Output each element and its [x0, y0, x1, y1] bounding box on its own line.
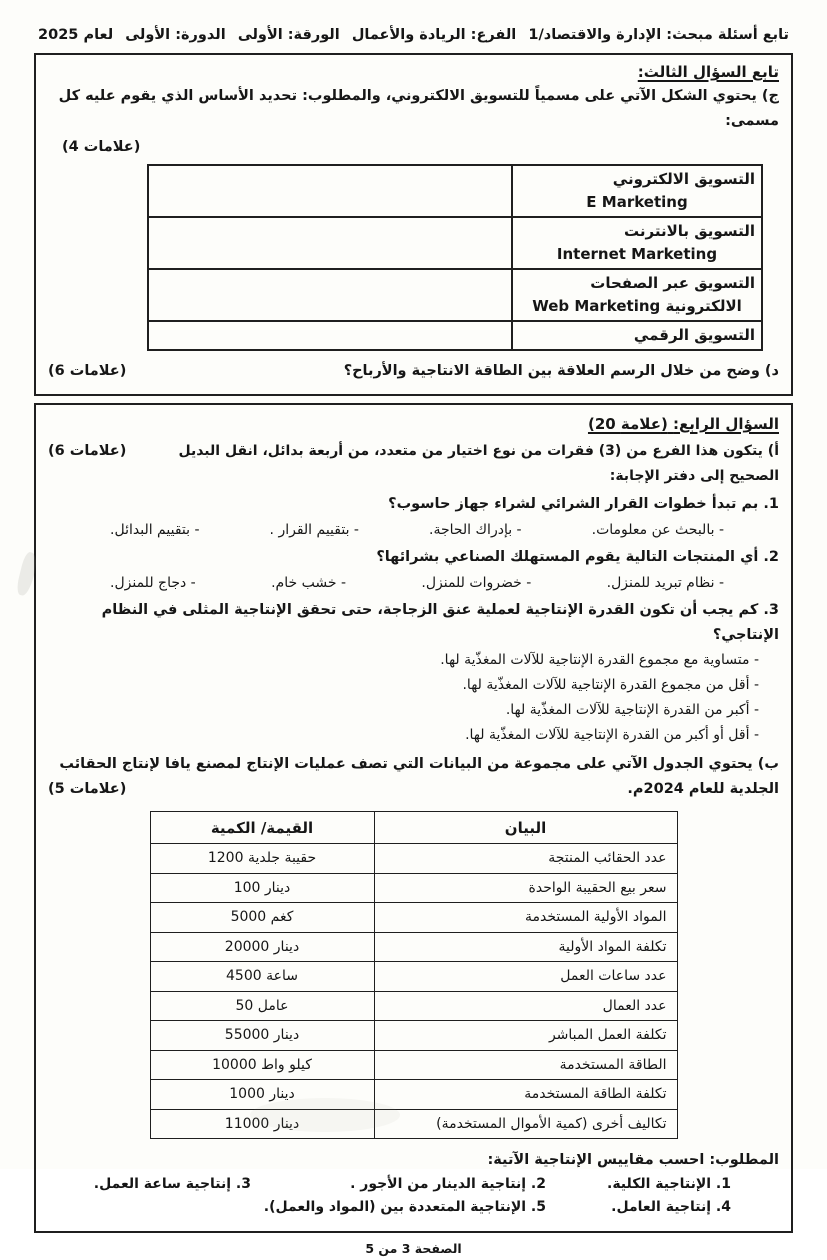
data-value: 5000 كغم [150, 903, 374, 933]
question4-part-b-line2: الجلدية للعام 2024م. [627, 781, 779, 797]
mcq-option: - خضروات للمنزل. [421, 575, 532, 591]
table-row [150, 1050, 677, 1080]
data-label: المواد الأولية المستخدمة [374, 903, 677, 933]
marketing-types-table [147, 164, 763, 351]
column-header-label: البيان [374, 812, 677, 844]
mcq-option: - بالبحث عن معلومات. [591, 522, 724, 538]
column-header-value: القيمة/ الكمية [150, 812, 374, 844]
required-items-row2 [48, 1196, 779, 1219]
marketing-label-cell [512, 217, 762, 269]
header-session: الدورة: الأولى [125, 27, 226, 43]
required-item: 3. إنتاجية ساعة العمل. [93, 1176, 251, 1192]
marketing-label-cell [512, 165, 762, 217]
question3-part-c-text: ج) يحتوي الشكل الآتي على مسمياً للتسويق الالكتروني، والمطلوب: تحديد الأساس الذي يقوم عليه كل مسمى: [58, 88, 779, 129]
page-header [34, 24, 793, 46]
required-item: 5. الإنتاجية المتعددة بين (المواد والعمل). [263, 1199, 546, 1215]
mcq3-question: 3. كم يجب أن تكون القدرة الإنتاجية لعملية عنق الزجاجة، حتى تحقق الإنتاجية المثلى في النظام الإنتاجي؟ [101, 602, 779, 643]
question4-title: السؤال الرابع: (20 علامة) [587, 415, 779, 433]
answer-blank-cell [148, 217, 512, 269]
header-paper: الورقة: الأولى [237, 27, 340, 43]
question4-part-b-line1: ب) يحتوي الجدول الآتي على مجموعة من البيانات التي تصف عمليات الإنتاج لمصنع يافا لإنتاج الحقائب [59, 756, 779, 772]
marketing-name-ar: التسويق بالانترنت [624, 222, 755, 240]
answer-blank-cell [148, 165, 512, 217]
answer-blank-cell [148, 321, 512, 350]
marks-badge: (20 علامة) [587, 415, 668, 433]
mcq2-question: 2. أي المنتجات التالية يقوم المستهلك الصناعي بشرائها؟ [376, 549, 779, 565]
mcq1-options [48, 517, 779, 542]
mcq-option: - أقل من مجموع القدرة الإنتاجية للآلات المغذّية لها. [462, 677, 759, 693]
marketing-name-en: الالكترونية Web Marketing [532, 297, 742, 315]
table-row [150, 873, 677, 903]
table-row [150, 1021, 677, 1051]
mcq-option: - أقل أو أكبر من القدرة الإنتاجية للآلات المغذّية لها. [465, 727, 759, 743]
marketing-label-cell [512, 269, 762, 321]
marketing-label-cell [512, 321, 762, 350]
mcq-option: - بتقييم البدائل. [110, 522, 200, 538]
answer-blank-cell [148, 269, 512, 321]
marks-badge: (5 علامات) [48, 781, 127, 797]
table-row [150, 903, 677, 933]
required-item: 2. إنتاجية الدينار من الأجور . [350, 1176, 546, 1192]
data-value: 4500 ساعة [150, 962, 374, 992]
marks-badge: (6 علامات) [48, 443, 127, 459]
data-value: 100 دينار [150, 873, 374, 903]
marketing-name-ar: التسويق عبر الصفحات [590, 274, 755, 292]
header-year: لعام 2025 [38, 27, 114, 43]
data-value: 11000 دينار [150, 1109, 374, 1139]
data-label: تكاليف أخرى (كمية الأموال المستخدمة) [374, 1109, 677, 1139]
question3-title: تابع السؤال الثالث: [637, 63, 779, 81]
data-value: 20000 دينار [150, 932, 374, 962]
table-row [150, 962, 677, 992]
mcq-option: - نظام تبريد للمنزل. [606, 575, 724, 591]
data-label: سعر بيع الحقيبة الواحدة [374, 873, 677, 903]
data-value: 1000 دينار [150, 1080, 374, 1110]
table-row [150, 844, 677, 874]
marketing-name-en: Internet Marketing [556, 245, 718, 263]
header-branch: الفرع: الريادة والأعمال [351, 27, 517, 43]
marketing-name-en: E Marketing [586, 193, 688, 211]
table-row [150, 991, 677, 1021]
mcq-option: - أكبر من القدرة الإنتاجية للآلات المغذّية لها. [505, 702, 759, 718]
data-value: 1200 حقيبة جلدية [150, 844, 374, 874]
data-label: تكلفة المواد الأولية [374, 932, 677, 962]
mcq-option: - بتقييم القرار . [269, 522, 359, 538]
mcq-option: - خشب خام. [271, 575, 346, 591]
data-value: 10000 كيلو واط [150, 1050, 374, 1080]
data-label: عدد العمال [374, 991, 677, 1021]
table-row [150, 1080, 677, 1110]
mcq3-options [48, 648, 779, 748]
marketing-name-ar: التسويق الرقمي [633, 326, 755, 344]
table-row [148, 217, 762, 269]
table-row [150, 1109, 677, 1139]
marks-badge: (4 علامات) [62, 139, 141, 155]
data-value: 50 عامل [150, 991, 374, 1021]
table-header-row [150, 812, 677, 844]
table-row [148, 269, 762, 321]
mcq1-question: 1. بم تبدأ خطوات القرار الشرائي لشراء جهاز حاسوب؟ [388, 496, 779, 512]
table-row [150, 932, 677, 962]
data-value: 55000 دينار [150, 1021, 374, 1051]
data-label: عدد ساعات العمل [374, 962, 677, 992]
question3-part-d-text: د) وضح من خلال الرسم العلاقة بين الطاقة الانتاجية والأرباح؟ [343, 363, 779, 379]
required-item: 4. إنتاجية العامل. [611, 1199, 731, 1215]
required-title: المطلوب: احسب مقاييس الإنتاجية الآتية: [487, 1152, 779, 1168]
page-number: الصفحة 3 من 5 [365, 1241, 462, 1256]
question4-section [34, 403, 793, 1233]
marks-badge: (6 علامات) [48, 363, 127, 379]
data-label: تكلفة العمل المباشر [374, 1021, 677, 1051]
question3-part-c-marks-line [48, 134, 779, 159]
header-course: تابع أسئلة مبحث: الإدارة والاقتصاد/1 [528, 27, 789, 43]
mcq-option: - متساوية مع مجموع القدرة الإنتاجية للآلات المغذّية لها. [440, 652, 759, 668]
required-items-row1 [48, 1173, 779, 1196]
required-item: 1. الإنتاجية الكلية. [607, 1176, 731, 1192]
question4-part-a-intro: أ) يتكون هذا الفرع من (3) فقرات من نوع اختيار من متعدد، من أربعة بدائل، انقل البديل الصحيح إلى دفتر الإجابة: [178, 443, 779, 484]
mcq-option: - بإدراك الحاجة. [429, 522, 522, 538]
mcq2-options [48, 570, 779, 595]
question3-section [34, 53, 793, 396]
mcq-option: - دجاج للمنزل. [110, 575, 196, 591]
data-label: الطاقة المستخدمة [374, 1050, 677, 1080]
data-label: تكلفة الطاقة المستخدمة [374, 1080, 677, 1110]
data-label: عدد الحقائب المنتجة [374, 844, 677, 874]
table-row [148, 321, 762, 350]
table-row [148, 165, 762, 217]
marketing-name-ar: التسويق الالكتروني [612, 170, 755, 188]
production-data-table [150, 811, 678, 1139]
